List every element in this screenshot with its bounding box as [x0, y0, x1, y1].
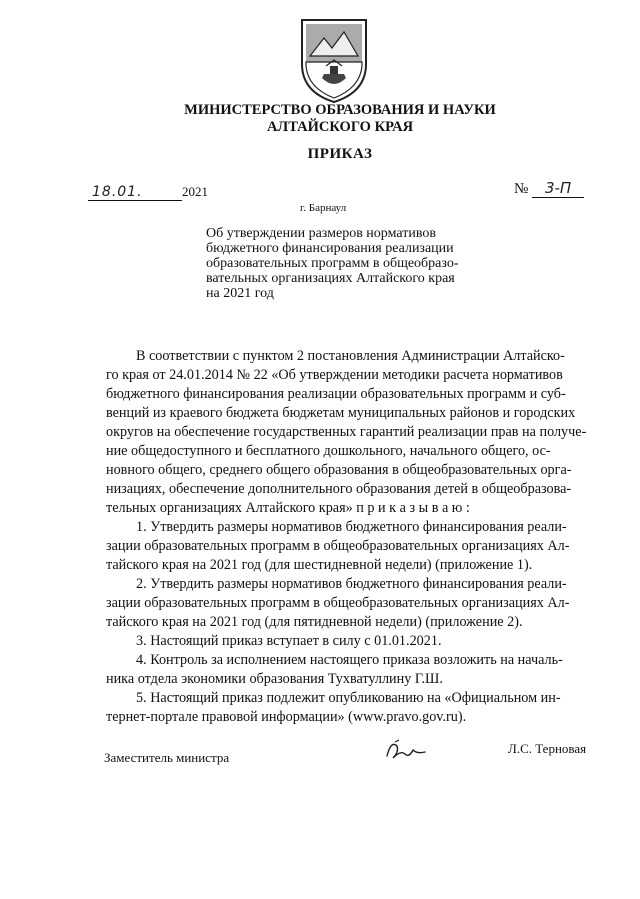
body-line: тайского края на 2021 год (для шестидневной недели) (приложение 1).: [106, 557, 533, 573]
body-line: венций из краевого бюджета бюджетам муниципальных районов и городских: [106, 405, 576, 421]
body-line: 3. Настоящий приказ вступает в силу с 01.01.2021.: [136, 633, 442, 649]
body-line: новного общего, среднего общего образования в общеобразовательных орга-: [106, 462, 572, 478]
ministry-line-1: МИНИСТЕРСТВО ОБРАЗОВАНИЯ И НАУКИ: [184, 102, 496, 118]
order-subject: [206, 226, 486, 301]
body-line: го края от 24.01.2014 № 22 «Об утверждении методики расчета нормативов: [106, 367, 563, 383]
subject-line: Об утверждении размеров нормативов: [206, 226, 436, 241]
body-line: округов на обеспечение государственных гарантий реализации прав на получе-: [106, 424, 587, 440]
document-type: ПРИКАЗ: [307, 146, 373, 162]
body-line: тернет-портале правовой информации» (www.pravo.gov.ru).: [106, 709, 467, 725]
body-line: 5. Настоящий приказ подлежит опубликованию на «Официальном ин-: [136, 690, 561, 706]
body-line: низациях, обеспечение дополнительного образования детей в общеобразова-: [106, 481, 572, 497]
body-line: зации образовательных программ в общеобразовательных организациях Ал-: [106, 538, 570, 554]
handwritten-date: 18.01.: [88, 184, 182, 201]
handwritten-signature-icon: [383, 736, 429, 764]
body-line: В соответствии с пунктом 2 постановления Администрации Алтайско-: [136, 348, 565, 364]
ministry-line-2: АЛТАЙСКОГО КРАЯ: [266, 119, 414, 135]
altai-krai-coat-of-arms-icon: [296, 16, 372, 104]
order-body: [106, 347, 600, 727]
body-line: ние общедоступного и бесплатного дошкольного, начального общего, ос-: [106, 443, 551, 459]
handwritten-number: 3-П: [532, 179, 584, 198]
order-year: 2021: [182, 184, 208, 199]
body-line: бюджетного финансирования реализации образовательных программ и суб-: [106, 386, 566, 402]
ministry-name: [140, 102, 540, 136]
signer-name: Л.С. Терновая: [508, 741, 587, 756]
body-line: зации образовательных программ в общеобразовательных организациях Ал-: [106, 595, 570, 611]
order-date: [88, 184, 208, 201]
city: г. Барнаул: [300, 202, 347, 214]
body-line: тайского края на 2021 год (для пятидневной недели) (приложение 2).: [106, 614, 523, 630]
order-number: [514, 179, 584, 198]
body-line: 1. Утвердить размеры нормативов бюджетного финансирования реали-: [136, 519, 567, 535]
subject-line: бюджетного финансирования реализации: [206, 241, 454, 256]
subject-line: вательных организациях Алтайского края: [206, 271, 455, 286]
body-line: ника отдела экономики образования Тухватуллину Г.Ш.: [106, 671, 443, 687]
body-line: 4. Контроль за исполнением настоящего приказа возложить на началь-: [136, 652, 563, 668]
body-line: 2. Утвердить размеры нормативов бюджетного финансирования реали-: [136, 576, 567, 592]
number-sign: №: [514, 181, 529, 197]
subject-line: на 2021 год: [206, 286, 274, 301]
body-line: тельных организациях Алтайского края» п р и к а з ы в а ю :: [106, 500, 470, 516]
signer-position: Заместитель министра: [104, 750, 230, 765]
subject-line: образовательных программ в общеобразо-: [206, 256, 459, 271]
